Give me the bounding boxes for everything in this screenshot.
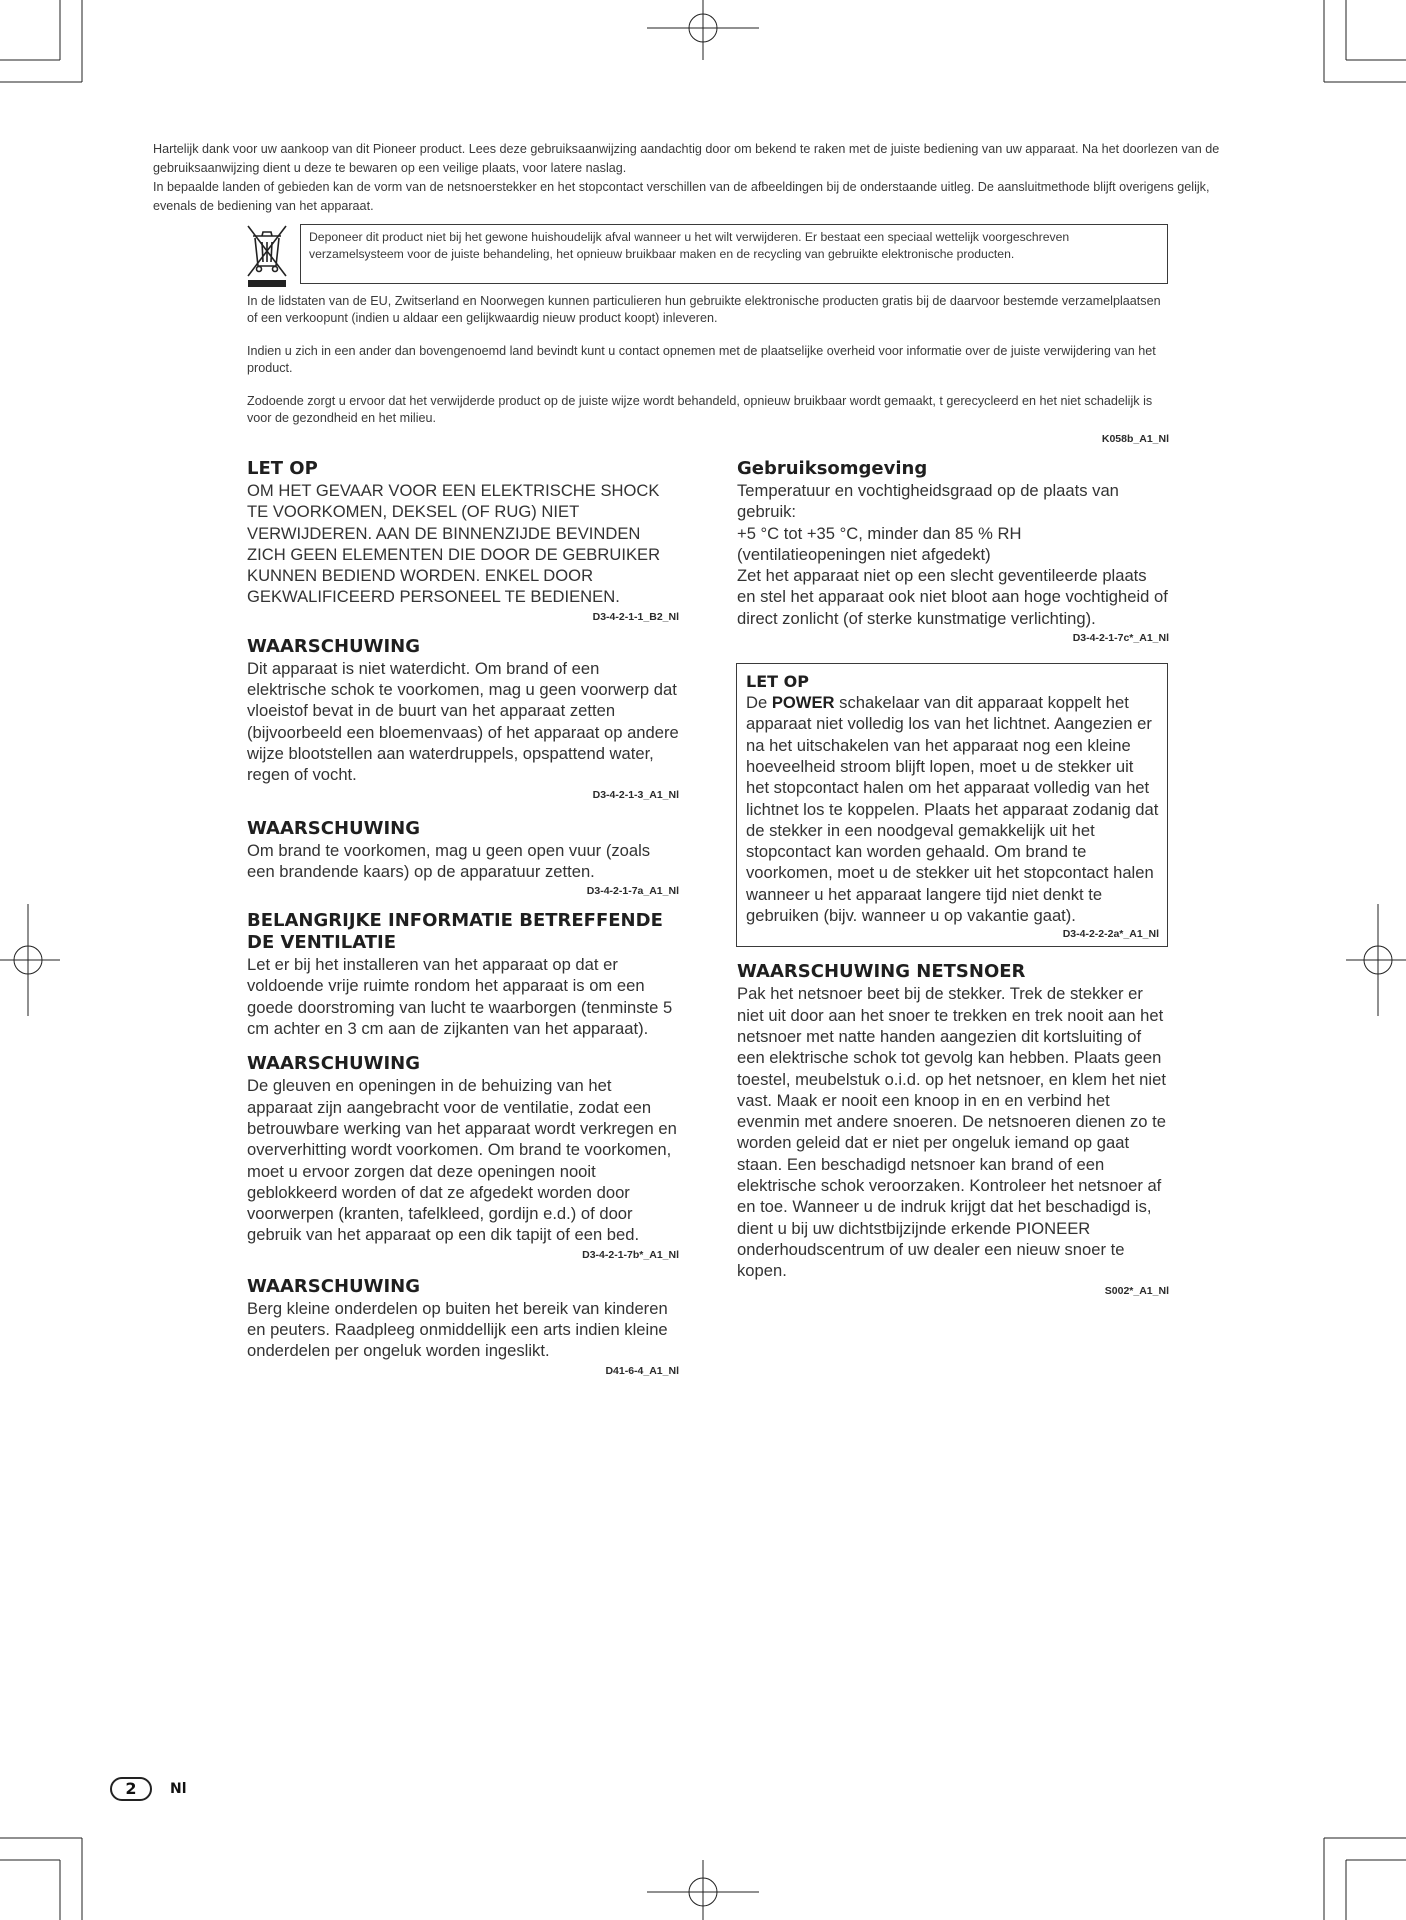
section-body: Temperatuur en vochtigheidsgraad op de plaats van gebruik: +5 °C tot +35 °C, minder dan 85 % RH (ventilatieopeningen niet afgedekt) Zet het apparaat niet op een slecht geventileerde plaats en stel het apparaat ook niet bloot aan hoge vochtigheid of direct zonlicht (of sterke kunstmatige verlichting).	[737, 481, 1168, 628]
power-keyword: POWER	[771, 693, 835, 713]
intro	[153, 140, 1253, 216]
section-body: De gleuven en openingen in de behuizing van het apparaat zijn aangebracht voor de ventilatie, zodat een betrouwbare werking van het apparaat wordt verkregen en oververhitting wordt voorkomen. Om brand te voorkomen, moet u ervoor zorgen dat deze openingen nooit geblokkeerd worden of dat ze afgedekt worden door voorwerpen (kranten, tafelkleed, gordijn e.d.) of door gebruik van het apparaat op een dik tapijt of een bed.	[247, 1076, 677, 1245]
section-title: WAARSCHUWING	[247, 1275, 421, 1297]
intro-paragraph-1: Hartelijk dank voor uw aankoop van dit Pioneer product. Lees deze gebruiksaanwijzing aandachtig door om bekend te raken met de juiste bediening van uw apparaat. Na het doorlezen van de gebruiksaanwijzing dient u deze te bewaren op een veilige plaats, voor latere naslag.	[153, 142, 1220, 175]
page-number: 2	[110, 1777, 152, 1801]
section-body: Pak het netsnoer beet bij de stekker. Trek de stekker er niet uit door aan het snoer te trekken en trek nooit aan het netsnoer met natte handen aangezien dit kortsluiting of een elektrische schok tot gevolg kan hebben. Plaats geen toestel, meubelstuk o.i.d. op het netsnoer, en klem het niet vast. Maak er nooit een knoop in en en verbind het evenmin met andere snoeren. De netsnoeren dienen zo te worden geleid dat er niet per ongeluk iemand op gaat staan. Een beschadigd netsnoer kan brand of een elektrische schok veroorzaken. Kontroleer het netsnoer af en toe. Wanneer u de indruk krijgt dat het beschadigd is, dient u bij uw dichtstbijzijnde erkende PIONEER onderhoudscentrum of uw dealer een nieuw snoer te kopen.	[737, 984, 1166, 1281]
section-title: WAARSCHUWING NETSNOER	[737, 961, 1026, 983]
language-code: Nl	[170, 1781, 187, 1797]
box-title: LET OP	[746, 672, 809, 692]
box-prefix: De	[746, 693, 772, 713]
power-caution-box	[736, 663, 1168, 947]
section-code: S002*_A1_Nl	[1104, 1284, 1169, 1297]
section-title: WAARSCHUWING	[247, 1053, 421, 1075]
section-waarschuwing-water	[247, 636, 679, 802]
section-body: OM HET GEVAAR VOOR EEN ELEKTRISCHE SHOCK TE VOORKOMEN, DEKSEL (OF RUG) NIET VERWIJDEREN. AAN DE BINNENZIJDE BEVINDEN ZICH GEEN ELEMENTEN DIE DOOR DE GEBRUIKER KUNNEN BEDIEND WORDEN. ENKEL DOOR GEKWALIFICEERD PERSONEEL TE BEDIENEN.	[247, 481, 661, 607]
section-title: Gebruiksomgeving	[737, 458, 928, 479]
section-netsnoer	[737, 961, 1169, 1297]
section-ventilatie	[247, 910, 679, 1039]
weee-notice-box	[300, 224, 1168, 284]
section-body: Om brand te voorkomen, mag u geen open vuur (zoals een brandende kaars) op de apparatuur zetten.	[247, 840, 651, 881]
section-waarschuwing-openingen	[247, 1053, 679, 1261]
box-code: D3-4-2-2-2a*_A1_Nl	[1062, 928, 1159, 941]
section-waarschuwing-vuur	[247, 818, 679, 899]
section-title: LET OP	[247, 458, 318, 479]
right-column	[737, 458, 1169, 1310]
page-footer	[110, 1777, 187, 1801]
intro-paragraph-2: In bepaalde landen of gebieden kan de vorm van de netsnoerstekker en het stopcontact verschillen van de afbeeldingen bij de onderstaande uitleg. De aansluitmethode blijft overigens gelijk, evenals de bediening van het apparaat.	[153, 180, 1210, 213]
box-body	[746, 692, 1159, 926]
left-column	[247, 458, 679, 1390]
section-gebruiksomgeving	[737, 458, 1169, 645]
section-title: BELANGRIJKE INFORMATIE BETREFFENDE DE VENTILATIE	[247, 910, 663, 954]
section-title: WAARSCHUWING	[247, 635, 421, 657]
section-code: D3-4-2-1-7a_A1_Nl	[586, 885, 679, 898]
crossed-out-wheelie-bin-icon	[244, 222, 290, 288]
section-title: WAARSCHUWING	[247, 817, 421, 839]
section-code: D3-4-2-1-7c*_A1_Nl	[1072, 632, 1169, 645]
box-body-text: schakelaar van dit apparaat koppelt het apparaat niet volledig los van het lichtnet. Aangezien er na het uitschakelen van het apparaat nog een kleine hoeveelheid stroom blijft lopen, moet u de stekker uit het stopcontact halen om het apparaat volledig van het lichtnet los te koppelen. Plaats het apparaat zodanig dat de stekker in een noodgeval gemakkelijk uit het stopcontact kan worden gehaald. Om brand te voorkomen, moet u de stekker uit het stopcontact halen wanneer u het apparaat langere tijd niet denkt te gebruiken (bijv. wanneer u op vakantie gaat).	[746, 693, 1159, 926]
weee-paragraph-1: In de lidstaten van de EU, Zwitserland en Noorwegen kunnen particulieren hun gebruikte elektronische producten gratis bij de daarvoor bestemde verzamelplaatsen of een verkoopunt (indien u aldaar een gelijkwaardig nieuw product koopt) inleveren.	[247, 294, 1161, 325]
weee-paragraph-3: Zodoende zorgt u ervoor dat het verwijderde product op de juiste wijze wordt behandeld, opnieuw bruikbaar wordt gemaakt, t gerecycleerd en het niet schadelijk is voor de gezondheid en het milieu.	[247, 394, 1153, 425]
weee-paragraph-2: Indien u zich in een ander dan bovengenoemd land bevindt kunt u contact opnemen met de plaatselijke overheid voor informatie over de juiste verwijdering van het product.	[247, 344, 1156, 375]
weee-notice-text: Deponeer dit product niet bij het gewone huishoudelijk afval wanneer u het wilt verwijderen. Er bestaat een speciaal wettelijk voorgeschreven verzamelsysteem voor de juiste behandeling, het opnieuw bruikbaar maken en de recycling van gebruikte elektronische producten.	[309, 230, 1070, 261]
section-body: Dit apparaat is niet waterdicht. Om brand of een elektrische schok te voorkomen, mag u geen voorwerp dat vloeistof bevat in de buurt van het apparaat zetten (bijvoorbeeld een bloemenvaas) of het apparaat op andere wijze blootstellen aan waterdruppels, opspattend water, regen of vocht.	[247, 658, 679, 785]
section-body: Let er bij het installeren van het apparaat op dat er voldoende vrije ruimte rondom het apparaat is om een goede doorstroming van lucht te waarborgen (tenminste 5 cm achter en 3 cm aan de zijkanten van het apparaat).	[247, 955, 673, 1039]
section-code: D3-4-2-1-3_A1_Nl	[592, 788, 679, 801]
section-code: D3-4-2-1-1_B2_Nl	[592, 610, 679, 623]
section-code: D3-4-2-1-7b*_A1_Nl	[582, 1248, 679, 1261]
section-let-op	[247, 458, 679, 624]
weee-code: K058b_A1_Nl	[1101, 433, 1169, 445]
section-waarschuwing-onderdelen	[247, 1276, 679, 1378]
section-body: Berg kleine onderdelen op buiten het bereik van kinderen en peuters. Raadpleeg onmiddellijk een arts indien kleine onderdelen per ongeluk worden ingeslikt.	[247, 1298, 668, 1361]
section-code: D41-6-4_A1_Nl	[605, 1364, 679, 1377]
